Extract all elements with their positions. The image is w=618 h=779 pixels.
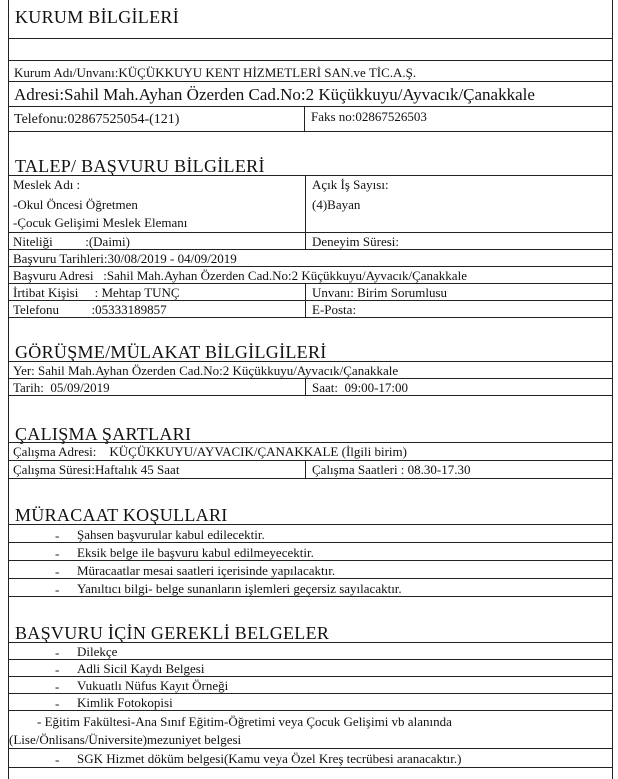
niteligi: Niteliği :(Daimi) [13, 234, 130, 249]
gorusme-tarih-row [9, 378, 612, 396]
muracaat-item-text: Eksik belge ile başvuru kabul edilmeyecektir. [77, 545, 314, 560]
belge-egitim-row [9, 710, 612, 749]
muracaat-item-text: Şahsen başvurular kabul edilecektir. [77, 527, 265, 542]
muracaat-header-row [9, 502, 612, 524]
gorusme-spacer-row [9, 317, 612, 340]
deneyim-suresi: Deneyim Süresi: [312, 234, 400, 249]
kurum-spacer-row [9, 38, 612, 61]
belge-item: - Kimlik Fotokopisi [9, 693, 612, 711]
belge-item-text: Adli Sicil Kaydı Belgesi [77, 661, 205, 676]
acik-is-value: (4)Bayan [312, 197, 361, 212]
kurum-ad-row [9, 60, 612, 82]
muracaat-item-text: Müracaatlar mesai saatleri içerisinde yapılacaktır. [77, 563, 336, 578]
basvuru-adresi-row [9, 266, 612, 284]
gorusme-saat: Saat: 09:00-17:00 [312, 380, 409, 395]
muracaat-item: - Müracaatlar mesai saatleri içerisinde yapılacaktır. [9, 560, 612, 579]
talep-spacer-row [9, 131, 612, 152]
basvuru-tarihleri: Başvuru Tarihleri:30/08/2019 - 04/09/2019 [13, 251, 237, 266]
belgeler-header-row [9, 620, 612, 642]
gorusme-header-row [9, 339, 612, 361]
calisma-adres-row [9, 442, 612, 461]
belge-egitim-line1: - Eğitim Fakültesi-Ana Sınıf Eğitim-Öğretimi veya Çocuk Gelişimi vb alanında [37, 714, 452, 729]
muracaat-item: - Eksik belge ile başvuru kabul edilmeyecektir. [9, 542, 612, 561]
muracaat-section-title: MÜRACAAT KOŞULLARI [15, 505, 228, 525]
meslek-okul-oncesi: -Okul Öncesi Öğretmen [13, 197, 138, 212]
calisma-section-title: ÇALIŞMA ŞARTLARI [15, 424, 192, 444]
gorusme-yer-row [9, 361, 612, 379]
meslek-label: Meslek Adı : [13, 177, 81, 192]
calisma-adresi: Çalışma Adresi: KÜÇÜKKUYU/AYVACIK/ÇANAKKALE (İlgili birim) [13, 444, 407, 459]
meslek-cocuk-gelisimi: -Çocuk Gelişimi Meslek Elemanı [13, 215, 188, 230]
unvani: Unvanı: Birim Sorumlusu [312, 285, 448, 300]
niteligi-row [9, 232, 612, 250]
kurum-faks: Faks no:02867526503 [311, 109, 427, 124]
belge-egitim-line2: (Lise/Önlisans/Üniversite)mezuniyet belgesi [9, 732, 242, 747]
muracaat-item: - Yanıltıcı bilgi- belge sunanların işlemleri geçersiz sayılacaktır. [9, 578, 612, 597]
document [8, 0, 613, 779]
belge-item-text: Kimlik Fotokopisi [77, 695, 173, 710]
irtibat-row [9, 283, 612, 301]
acik-is-label: Açık İş Sayısı: [312, 177, 389, 192]
irtibat-kisisi: İrtibat Kişisi : Mehtap TUNÇ [13, 285, 180, 300]
muracaat-spacer-row [9, 478, 612, 503]
kurum-telefon: Telefonu:02867525054-(121) [14, 112, 180, 127]
belge-sgk: SGK Hizmet döküm belgesi(Kamu veya Özel Kreş tecrübesi aranacaktır.) [77, 751, 462, 766]
e-posta: E-Posta: [312, 302, 357, 317]
talep-section-title: TALEP/ BAŞVURU BİLGİLERİ [15, 156, 265, 176]
calisma-header-row [9, 420, 612, 442]
kurum-section-title: KURUM BİLGİLERİ [15, 7, 179, 27]
basvuru-tarihleri-row [9, 249, 612, 267]
kurum-header-row [9, 0, 612, 38]
meslek-row [9, 175, 612, 233]
calisma-spacer-row [9, 395, 612, 421]
gorusme-yer: Yer: Sahil Mah.Ayhan Özerden Cad.No:2 Küçükkuyu/Ayvacık/Çanakkale [13, 363, 399, 378]
gorusme-tarih: Tarih: 05/09/2019 [13, 380, 110, 395]
belge-item-text: Dilekçe [77, 644, 118, 659]
calisma-saatleri: Çalışma Saatleri : 08.30-17.30 [312, 462, 471, 477]
kurum-ad: Kurum Adı/Unvanı:KÜÇÜKKUYU KENT HİZMETLERİ SAN.ve TİC.A.Ş. [14, 65, 417, 80]
belge-item-text: Vukuatlı Nüfus Kayıt Örneği [77, 678, 229, 693]
belge-item: - Adli Sicil Kaydı Belgesi [9, 659, 612, 677]
kurum-adres: Adresi:Sahil Mah.Ayhan Özerden Cad.No:2 Küçükkuyu/Ayvacık/Çanakkale [14, 85, 535, 104]
belge-sgk-row: - SGK Hizmet döküm belgesi(Kamu veya Özel Kreş tecrübesi aranacaktır.) [9, 748, 612, 768]
calisma-sure-row [9, 460, 612, 479]
basvuru-adresi: Başvuru Adresi :Sahil Mah.Ayhan Özerden Cad.No:2 Küçükkuyu/Ayvacık/Çanakkale [13, 268, 467, 283]
belgeler-spacer-row [9, 596, 612, 621]
calisma-suresi: Çalışma Süresi:Haftalık 45 Saat [13, 462, 180, 477]
talep-telefon: Telefonu :05333189857 [13, 302, 167, 317]
kurum-telefon-row [9, 106, 612, 132]
muracaat-item: - Şahsen başvurular kabul edilecektir. [9, 524, 612, 543]
kurum-adres-row [9, 81, 612, 107]
muracaat-item-text: Yanıltıcı bilgi- belge sunanların işlemleri geçersiz sayılacaktır. [77, 581, 402, 596]
talep-header-row [9, 151, 612, 175]
belge-item: - Dilekçe [9, 642, 612, 660]
talep-telefon-row [9, 300, 612, 318]
belge-item: - Vukuatlı Nüfus Kayıt Örneği [9, 676, 612, 694]
gorusme-section-title: GÖRÜŞME/MÜLAKAT BİLGİLGİLERİ [15, 342, 327, 362]
belgeler-section-title: BAŞVURU İÇİN GEREKLİ BELGELER [15, 623, 330, 643]
